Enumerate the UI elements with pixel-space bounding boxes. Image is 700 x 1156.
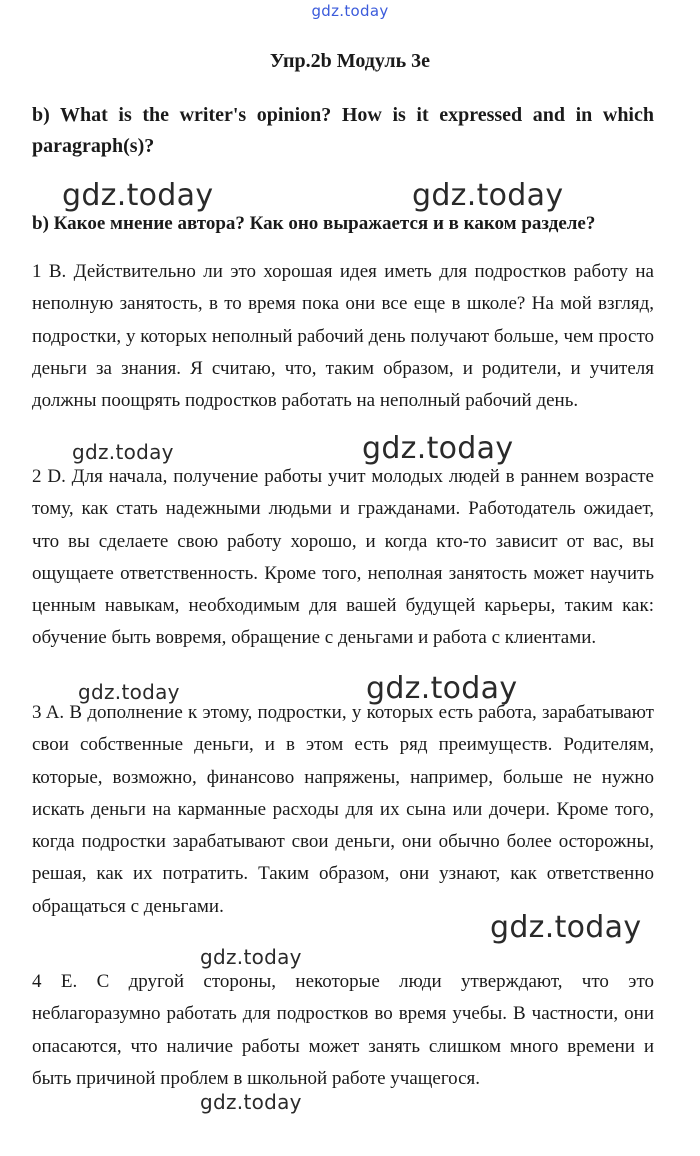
exercise-title: Упр.2b Модуль 3е xyxy=(269,50,431,72)
answer-paragraph-3: 3 A. В дополнение к этому, подростки, у которых есть работа, зарабатывают свои собственные деньги, и в этом есть ряд преимуществ. Родителям, которые, возможно, финансово напряжены, например, больше не нужно искать деньги на карманные расходы для их сына или дочери. Кроме того, когда подростки зарабатывают свои деньги, они обычно более осторожны, решая, как их потратить. Таким образом, они узнают, как ответственно обращаться с деньгами. xyxy=(32,702,654,917)
watermark: gdz.today xyxy=(362,431,514,466)
question-english: b) What is the writer's opinion? How is it expressed and in which paragraph(s)? xyxy=(32,104,654,157)
answer-paragraph-1: 1 B. Действительно ли это хорошая идея иметь для подростков работу на неполную занятость, в то время пока они все еще в школе? На мой взгляд, подростки, у которых неполный рабочий день получают больше, чем просто деньги за знания. Я считаю, что, таким образом, и родители, и учителя должны поощрять подростков работать на неполный рабочий день. xyxy=(32,261,654,412)
answer-paragraph-4: 4 E. С другой стороны, некоторые люди утверждают, что это неблагоразумно работать для подростков во время учебы. В частности, они опасаются, что наличие работы может занять слишком много времени и быть причиной проблем в школьной работе учащегося. xyxy=(32,971,654,1089)
watermark-top: gdz.today xyxy=(311,2,389,20)
watermark: gdz.today xyxy=(412,178,564,213)
answer-paragraph-2: 2 D. Для начала, получение работы учит молодых людей в раннем возрасте тому, как стать надежными людьми и гражданами. Работодатель ожидает, что вы сделаете свою работу хорошо, и когда кто-то зависит от вас, вы ощущаете ответственность. Кроме того, неполная занятость может научить ценным навыкам, необходимым для вашей будущей карьеры, таким как: обучение быть вовремя, обращение с деньгами и работа с клиентами. xyxy=(32,466,654,649)
watermark: gdz.today xyxy=(366,671,518,706)
question-russian: b) Какое мнение автора? Как оно выражается и в каком разделе? xyxy=(32,213,596,234)
watermark: gdz.today xyxy=(200,945,302,969)
watermark: gdz.today xyxy=(72,440,174,464)
watermark: gdz.today xyxy=(200,1090,302,1114)
watermark: gdz.today xyxy=(78,680,180,704)
watermark: gdz.today xyxy=(490,910,642,945)
watermark: gdz.today xyxy=(62,178,214,213)
